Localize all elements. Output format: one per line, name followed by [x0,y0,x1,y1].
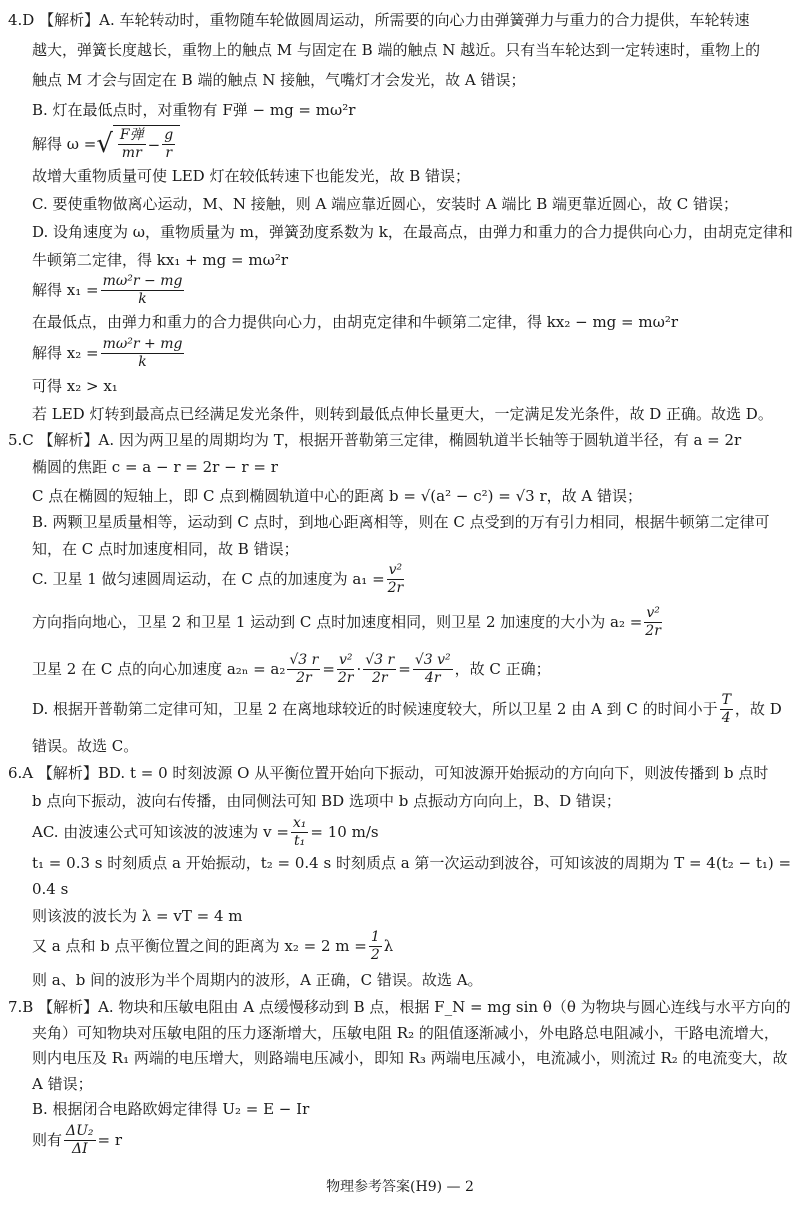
fraction-a: $\frac{\text{F弹}}{mr}$ [119,127,144,161]
formula-prefix: 解得 ω = [32,135,97,153]
q6-line-2: b 点向下振动，波向右传播，由同侧法可知 BD 选项中 b 点振动方向向上，B、D 错误； [32,792,621,810]
q5-line-2: 椭圆的焦距 c = a − r = 2r − r = r [32,458,278,476]
q4-x1-formula: 解得 x₁ = $\frac{\text{mω²r − mg}}{k}$ [32,272,183,307]
q4-line-11: 在最低点，由弹力和重力的合力提供向心力，由胡克定律和牛顿第二定律，得 kx₂ − mg = mω²r [32,313,679,331]
q7-ratio-formula: 则有 $\frac{\text{ΔU₂}}{\Delta I}$ = r [32,1122,123,1157]
q4-line-4: B. 灯在最低点时，对重物有 F弹 − mg = mω²r [32,101,356,119]
q4-line-9: 牛顿第二定律，得 kx₁ + mg = mω²r [32,251,289,269]
q7-line-1: 7.B 【解析】A. 物块和压敏电阻由 A 点缓慢移动到 B 点，根据 F_N = mg sin θ（θ 为物块与圆心连线与水平方向的 [8,998,791,1016]
q5-line-last: 错误。故选 C。 [32,737,139,755]
fraction-x1: $\frac{\text{mω²r − mg}}{k}$ [102,272,183,307]
q5-a2-formula: 方向指向地心，卫星 2 和卫星 1 运动到 C 点时加速度相同，则卫星 2 加速度的大小为 a₂ = $\frac{\text{v²}}{2r}$ [32,604,661,639]
q4-line-8: D. 设角速度为 ω，重物质量为 m，弹簧劲度系数为 k，在最高点，由弹力和重力的合力提供向心力，由胡克定律和 [32,223,793,241]
q6-line-last: 则 a、b 间的波形为半个周期内的波形，A 正确，C 错误。故选 A。 [32,971,483,989]
q4-line-6: 故增大重物质量可使 LED 灯在较低转速下也能发光，故 B 错误； [32,167,471,185]
q5-line-5: 知，在 C 点时加速度相同，故 B 错误； [32,540,299,558]
q4-line-14: 若 LED 灯转到最高点已经满足发光条件，则转到最低点伸长量更大，一定满足发光条件，故 D 正确。故选 D。 [32,405,773,423]
page-footer: 物理参考答案(H9) — 2 [326,1179,474,1195]
q5-line-4: B. 两颗卫星质量相等，运动到 C 点时，到地心距离相等，则在 C 点受到的万有引力相同，根据牛顿第二定律可 [32,513,770,531]
q4-line-1: 4.D 【解析】A. 车轮转动时，重物随车轮做圆周运动，所需要的向心力由弹簧弹力与重力的合力提供，车轮转速 [8,11,750,29]
q5-line-3: C 点在椭圆的短轴上，即 C 点到椭圆轨道中心的距离 b = √(a² − c²) = √3 r，故 A 错误； [32,487,642,505]
sqrt-expression: √ $\frac{\text{F弹}}{mr}$ − $\frac{g}{r}$ [96,125,180,163]
q6-line-1: 6.A 【解析】BD. t = 0 时刻波源 O 从平衡位置开始向下振动，可知波源开始振动的方向向下，则波传播到 b 点时 [8,764,769,782]
fraction-b: $\frac{g}{r}$ [164,127,174,161]
q7-line-5: B. 根据闭合电路欧姆定律得 U₂ = E − Ir [32,1100,310,1118]
q6-speed-formula: AC. 由波速公式可知该波的波速为 v = $\frac{\text{x₁}}{\text{t₁}}$ = 10 m/s [32,814,379,849]
q5-line-d: D. 根据开普勒第二定律可知，卫星 2 在离地球较近的时候速度较大，所以卫星 2 由 A 到 C 的时间小于 $\frac{T}{4}$ ，故 D [32,691,782,726]
q6-distance-formula: 又 a 点和 b 点平衡位置之间的距离为 x₂ = 2 m = $\frac{1}{2}$ λ [32,928,394,963]
q5-line-1: 5.C 【解析】A. 因为两卫星的周期均为 T，根据开普勒第三定律，椭圆轨道半长轴等于圆轨道半径，有 a = 2r [8,431,742,449]
q4-line-7: C. 要使重物做离心运动，M、N 接触，则 A 端应靠近圆心，安装时 A 端比 B 端更靠近圆心，故 C 错误； [32,195,739,213]
q4-line-3: 触点 M 才会与固定在 B 端的触点 N 接触，气嘴灯才会发光，故 A 错误； [32,71,526,89]
q4-line-13: 可得 x₂ > x₁ [32,377,118,395]
q7-line-2: 夹角）可知物块对压敏电阻的压力逐渐增大，压敏电阻 R₂ 的阻值逐渐减小，外电路总电阻减小，干路电流增大， [32,1024,779,1042]
fraction-x2: $\frac{\text{mω²r + mg}}{k}$ [102,335,183,370]
q6-line-4: t₁ = 0.3 s 时刻质点 a 开始振动，t₂ = 0.4 s 时刻质点 a 第一次运动到波谷，可知该波的周期为 T = 4(t₂ − t₁) = [32,854,792,872]
q7-line-3: 则内电压及 R₁ 两端的电压增大，则路端电压减小，即知 R₃ 两端电压减小，电流减小，则流过 R₂ 的电流变大，故 [32,1049,788,1067]
q4-omega-formula [32,124,792,164]
q5-a2n-formula: 卫星 2 在 C 点的向心加速度 a₂ₙ = a₂ $\frac{√3 r}{2r}$ = $\frac{\text{v²}}{2r}$ · $\frac{√3 r}{2r}$ = $\frac{\text{√3 v²}}{4r}$ ，故 C 正确； [32,651,551,686]
q4-line-2: 越大，弹簧长度越长，重物上的触点 M 与固定在 B 端的触点 N 越近。只有当车轮达到一定转速时，重物上的 [32,41,761,59]
q6-line-6: 则该波的波长为 λ = vT = 4 m [32,907,243,925]
q5-a1-formula: C. 卫星 1 做匀速圆周运动，在 C 点的加速度为 a₁ = $\frac{\text{v²}}{2r}$ [32,561,404,596]
q4-x2-formula: 解得 x₂ = $\frac{\text{mω²r + mg}}{k}$ [32,335,183,370]
q6-line-5: 0.4 s [32,880,69,898]
q7-line-4: A 错误； [32,1075,93,1093]
